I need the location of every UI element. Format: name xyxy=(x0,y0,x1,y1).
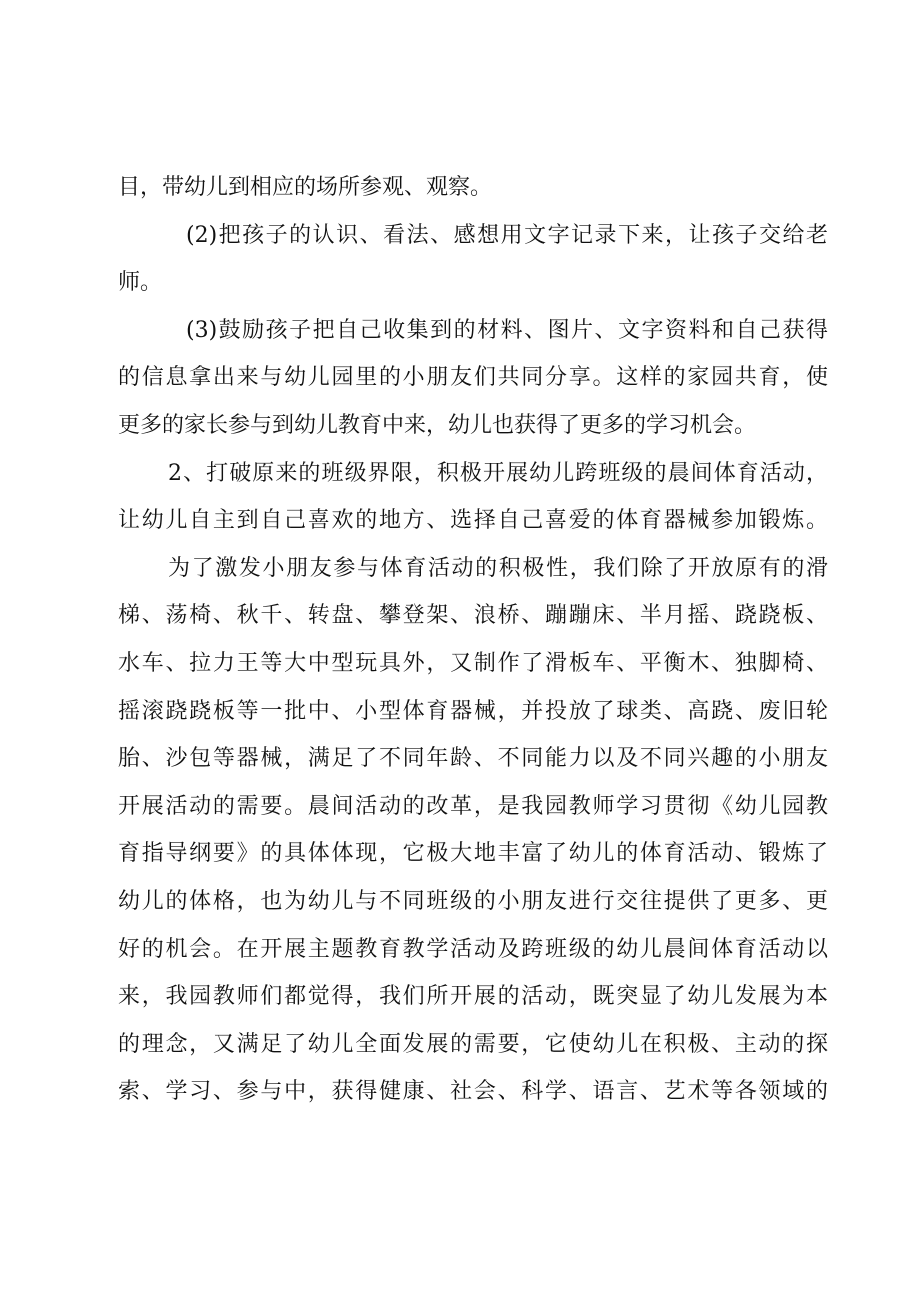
body-text xyxy=(118,164,828,1116)
text-line: 幼儿的体格，也为幼儿与不同班级的小朋友进行交往提供了更多、更 xyxy=(118,888,828,914)
text-line: 的理念，又满足了幼儿全面发展的需要，它使幼儿在积极、主动的探 xyxy=(118,1031,828,1057)
text-line: 水车、拉力王等大中型玩具外，又制作了滑板车、平衡木、独脚椅、 xyxy=(118,650,828,676)
text-line: 让幼儿自主到自己喜欢的地方、选择自己喜爱的体育器械参加锻炼。 xyxy=(118,508,828,534)
text-line: 摇滚跷跷板等一批中、小型体育器械，并投放了球类、高跷、废旧轮 xyxy=(118,698,828,724)
text-line: 开展活动的需要。晨间活动的改革，是我园教师学习贯彻《幼儿园教 xyxy=(118,793,828,819)
text-line: 来，我园教师们都觉得，我们所开展的活动，既突显了幼儿发展为本 xyxy=(118,984,828,1010)
text-line: 目，带幼儿到相应的场所参观、观察。 xyxy=(118,175,493,200)
text-line: 更多的家长参与到幼儿教育中来，幼儿也获得了更多的学习机会。 xyxy=(118,412,757,438)
text-line: 胎、沙包等器械，满足了不同年龄、不同能力以及不同兴趣的小朋友 xyxy=(118,746,828,772)
text-line: 的信息拿出来与幼儿园里的小朋友们共同分享。这样的家园共育，使 xyxy=(118,365,828,391)
text-line: 师。 xyxy=(118,270,163,296)
text-line: 2、打破原来的班级界限，积极开展幼儿跨班级的晨间体育活动， xyxy=(168,460,828,486)
text-line: (3)鼓励孩子把自己收集到的材料、图片、文字资料和自己获得 xyxy=(186,317,828,343)
text-line: 好的机会。在开展主题教育教学活动及跨班级的幼儿晨间体育活动以 xyxy=(118,936,828,962)
text-line: 索、学习、参与中，获得健康、社会、科学、语言、艺术等各领域的 xyxy=(118,1079,828,1105)
text-line: 育指导纲要》的具体体现，它极大地丰富了幼儿的体育活动、锻炼了 xyxy=(118,841,828,867)
text-line: (2)把孩子的认识、看法、感想用文字记录下来，让孩子交给老 xyxy=(186,222,828,248)
text-line: 为了激发小朋友参与体育活动的积极性，我们除了开放原有的滑 xyxy=(168,555,828,581)
text-line: 梯、荡椅、秋千、转盘、攀登架、浪桥、蹦蹦床、半月摇、跷跷板、 xyxy=(118,603,828,629)
